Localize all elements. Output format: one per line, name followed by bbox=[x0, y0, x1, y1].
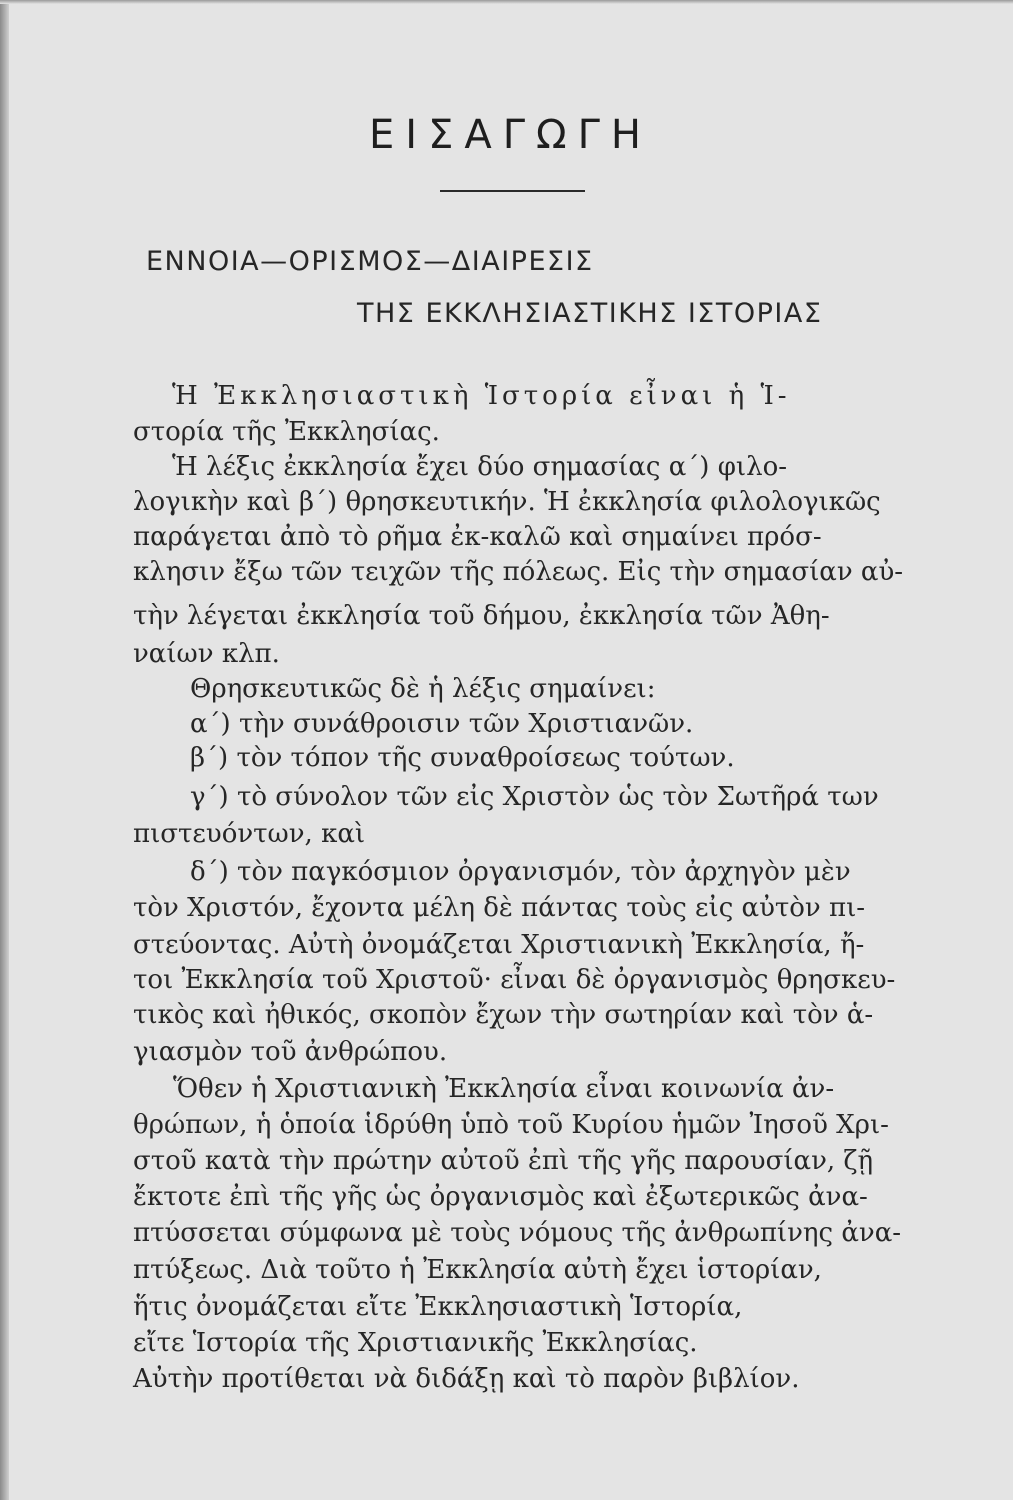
text-line: ἥτις ὀνομάζεται εἴτε Ἐκκλησιαστικὴ Ἱστορία, bbox=[133, 1292, 743, 1322]
text-line: πτύξεως. Διὰ τοῦτο ἡ Ἐκκλησία αὐτὴ ἔχει ἱστορίαν, bbox=[133, 1255, 822, 1285]
text-line: θρώπων, ἡ ὁποία ἱδρύθη ὑπὸ τοῦ Κυρίου ἡμῶν Ἰησοῦ Χρι- bbox=[133, 1110, 889, 1140]
text-line: πιστευόντων, καὶ bbox=[133, 819, 366, 849]
text-line: Ὅθεν ἡ Χριστιανικὴ Ἐκκλησία εἶναι κοινωνία ἀν- bbox=[173, 1074, 835, 1104]
text-line: Ἡ λέξις ἐκκλησία ἔχει δύο σημασίας α΄) φιλο- bbox=[172, 452, 788, 482]
title-underline-rule bbox=[440, 190, 585, 192]
section-heading-line-2: ΤΗΣ ΕΚΚΛΗΣΙΑΣΤΙΚΗΣ ΙΣΤΟΡΙΑΣ bbox=[357, 298, 823, 329]
text-line: εἴτε Ἱστορία τῆς Χριστιανικῆς Ἐκκλησίας. bbox=[133, 1328, 698, 1358]
text-line: Θρησκευτικῶς δὲ ἡ λέξις σημαίνει: bbox=[190, 674, 656, 704]
text-line: Αὐτὴν προτίθεται νὰ διδάξῃ καὶ τὸ παρὸν βιβλίον. bbox=[133, 1364, 800, 1394]
section-heading-line-1: ΕΝΝΟΙΑ—ΟΡΙΣΜΟΣ—ΔΙΑΙΡΕΣΙΣ bbox=[146, 246, 594, 277]
text-line: κλησιν ἔξω τῶν τειχῶν τῆς πόλεως. Εἰς τὴν σημασίαν αὐ- bbox=[133, 557, 904, 587]
text-line: στορία τῆς Ἐκκλησίας. bbox=[133, 417, 440, 447]
text-line: γιασμὸν τοῦ ἀνθρώπου. bbox=[133, 1037, 448, 1067]
text-line: ναίων κλπ. bbox=[133, 639, 280, 669]
text-line: β΄) τὸν τόπον τῆς συναθροίσεως τούτων. bbox=[190, 743, 735, 773]
text-line: στεύοντας. Αὐτὴ ὀνομάζεται Χριστιανικὴ Ἐκκλησία, ἤ- bbox=[133, 930, 865, 960]
text-line: λογικὴν καὶ β΄) θρησκευτικήν. Ἡ ἐκκλησία φιλολογικῶς bbox=[133, 487, 881, 517]
text-line: πτύσσεται σύμφωνα μὲ τοὺς νόμους τῆς ἀνθρωπίνης ἀνα- bbox=[133, 1218, 902, 1248]
text-line: γ΄) τὸ σύνολον τῶν εἰς Χριστὸν ὡς τὸν Σωτῆρά των bbox=[190, 782, 879, 812]
text-line: α΄) τὴν συνάθροισιν τῶν Χριστιανῶν. bbox=[190, 709, 694, 739]
text-line: τικὸς καὶ ἠθικός, σκοπὸν ἔχων τὴν σωτηρίαν καὶ τὸν ἁ- bbox=[133, 1000, 874, 1030]
text-line: δ΄) τὸν παγκόσμιον ὀργανισμόν, τὸν ἀρχηγὸν μὲν bbox=[190, 857, 851, 887]
text-line: στοῦ κατὰ τὴν πρώτην αὐτοῦ ἐπὶ τῆς γῆς παρουσίαν, ζῇ bbox=[133, 1146, 874, 1176]
text-line: Ἡ Ἐκκλησιαστικὴ Ἱστορία εἶναι ἡ Ἱ- bbox=[172, 381, 791, 411]
chapter-title: ΕΙΣΑΓΩΓΗ bbox=[369, 112, 652, 158]
text-line: τοι Ἐκκλησία τοῦ Χριστοῦ· εἶναι δὲ ὀργανισμὸς θρησκευ- bbox=[133, 965, 896, 995]
text-line: ἔκτοτε ἐπὶ τῆς γῆς ὡς ὀργανισμὸς καὶ ἐξωτερικῶς ἀνα- bbox=[133, 1182, 868, 1212]
text-line: τὴν λέγεται ἐκκλησία τοῦ δήμου, ἐκκλησία τῶν Ἀθη- bbox=[133, 601, 830, 631]
text-line: παράγεται ἀπὸ τὸ ρῆμα ἐκ-καλῶ καὶ σημαίνει πρόσ- bbox=[133, 522, 822, 552]
page-top-edge-shadow bbox=[0, 0, 1013, 4]
text-line: τὸν Χριστόν, ἔχοντα μέλη δὲ πάντας τοὺς εἰς αὐτὸν πι- bbox=[133, 893, 866, 923]
page-left-edge-shadow bbox=[0, 0, 9, 1500]
